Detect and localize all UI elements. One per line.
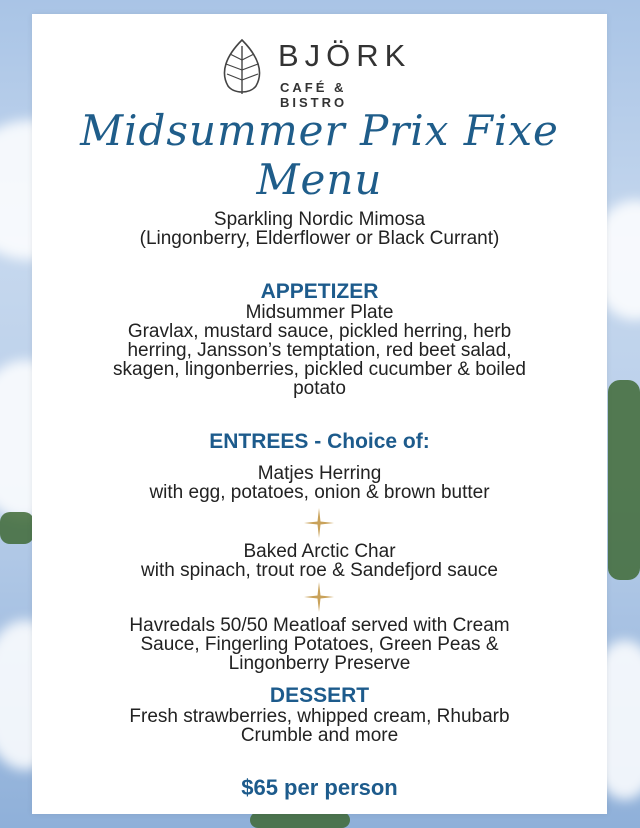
appetizer-heading: APPETIZER	[260, 280, 379, 303]
menu-card	[32, 14, 607, 814]
appetizer-section	[32, 282, 607, 398]
entree-item	[32, 464, 607, 502]
entrees-heading-block	[32, 432, 607, 451]
entree-name: Baked Arctic Char	[243, 541, 396, 562]
appetizer-name: Midsummer Plate	[245, 302, 394, 323]
sparkle-star-icon	[304, 508, 334, 538]
dessert-line: Crumble and more	[240, 725, 399, 746]
menu-title: Midsummer Prix Fixe Menu	[80, 106, 559, 204]
entree-description: with spinach, trout roe & Sandefjord sauce	[141, 560, 498, 581]
entree-description: with egg, potatoes, onion & brown butter	[149, 482, 490, 503]
appetizer-line: Gravlax, mustard sauce, pickled herring, herb	[127, 321, 512, 342]
entree-item	[32, 616, 607, 673]
sparkle-star-icon	[304, 582, 334, 612]
entree-description: Sauce, Fingerling Potatoes, Green Peas &	[140, 634, 499, 655]
brand-tagline: CAFÉ & BISTRO	[280, 80, 348, 110]
drink-options: (Lingonberry, Elderflower or Black Currant)	[139, 228, 500, 249]
vine-decoration	[0, 512, 34, 544]
appetizer-line: skagen, lingonberries, pickled cucumber & boiled	[113, 359, 526, 380]
drink-section	[32, 210, 607, 248]
brand-name: BJÖRK	[278, 38, 412, 73]
appetizer-line: potato	[293, 378, 346, 399]
appetizer-line: herring, Jansson’s temptation, red beet salad,	[127, 340, 512, 361]
entrees-heading: ENTREES - Choice of:	[209, 430, 430, 453]
entree-name: Havredals 50/50 Meatloaf served with Cream	[129, 615, 510, 636]
vine-decoration	[250, 812, 350, 828]
leaf-icon	[218, 38, 266, 96]
dessert-heading: DESSERT	[269, 684, 370, 707]
vine-decoration	[608, 380, 640, 580]
dessert-section	[32, 686, 607, 745]
entree-description: Lingonberry Preserve	[228, 653, 411, 674]
entree-item	[32, 542, 607, 580]
drink-name: Sparkling Nordic Mimosa	[213, 209, 426, 230]
price: $65 per person	[241, 775, 398, 800]
dessert-line: Fresh strawberries, whipped cream, Rhubarb	[129, 706, 510, 727]
brand-logo	[218, 26, 418, 110]
entree-name: Matjes Herring	[257, 463, 382, 484]
